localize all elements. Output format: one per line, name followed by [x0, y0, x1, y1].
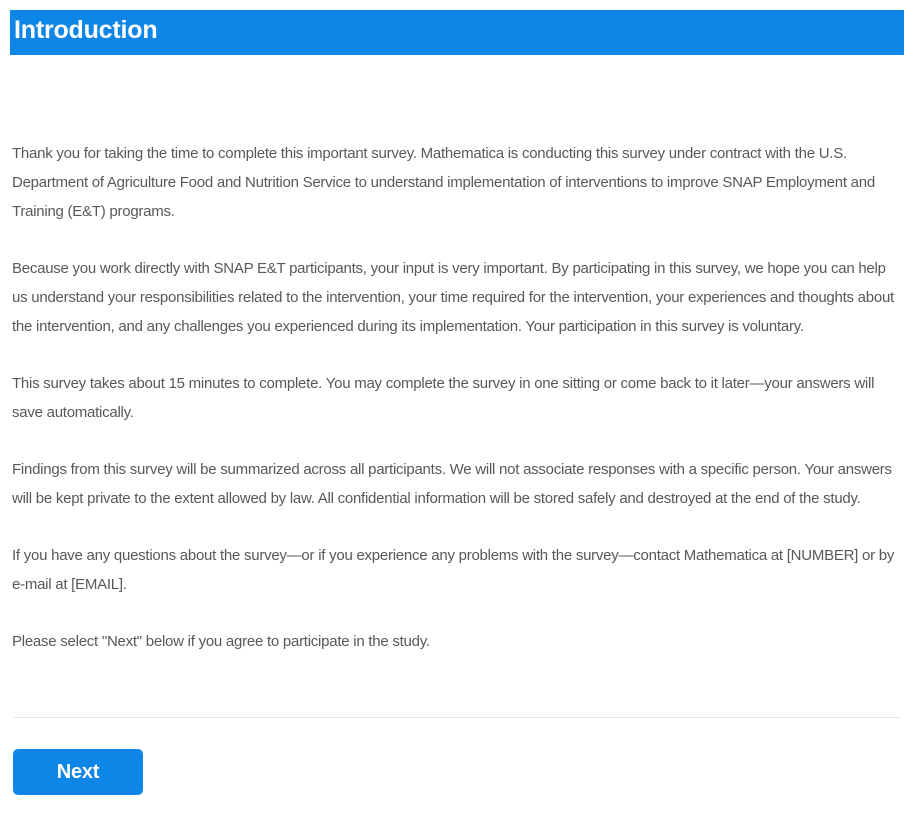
next-button[interactable]: Next [13, 749, 143, 795]
intro-paragraph-6: Please select "Next" below if you agree to participate in the study. [12, 633, 430, 650]
page-header-bar [10, 10, 904, 55]
intro-paragraph-1: Thank you for taking the time to complete this important survey. Mathematica is conducting this survey under contract with the U.S. Department of Agriculture Food and Nutrition Service to understand implementation of interventions to improve SNAP Employment and Training (E&T) programs. [12, 145, 875, 220]
footer-area [13, 749, 912, 795]
footer-divider [13, 717, 900, 718]
intro-paragraph-5: If you have any questions about the survey—or if you experience any problems with the survey—contact Mathematica at [NUMBER] or by e-mail at [EMAIL]. [12, 547, 895, 593]
intro-paragraph-4: Findings from this survey will be summarized across all participants. We will not associate responses with a specific person. Your answers will be kept private to the extent allowed by law. All confidential information will be stored safely and destroyed at the end of the study. [12, 461, 892, 507]
intro-paragraph-2: Because you work directly with SNAP E&T participants, your input is very important. By participating in this survey, we hope you can help us understand your responsibilities related to the intervention, your time required for the intervention, your experiences and thoughts about the intervention, and any challenges you experienced during its implementation. Your participation in this survey is voluntary. [12, 260, 894, 335]
page-title: Introduction [14, 16, 158, 44]
intro-text [12, 55, 897, 656]
intro-paragraph-3: This survey takes about 15 minutes to complete. You may complete the survey in one sitting or come back to it later—your answers will save automatically. [12, 375, 875, 421]
